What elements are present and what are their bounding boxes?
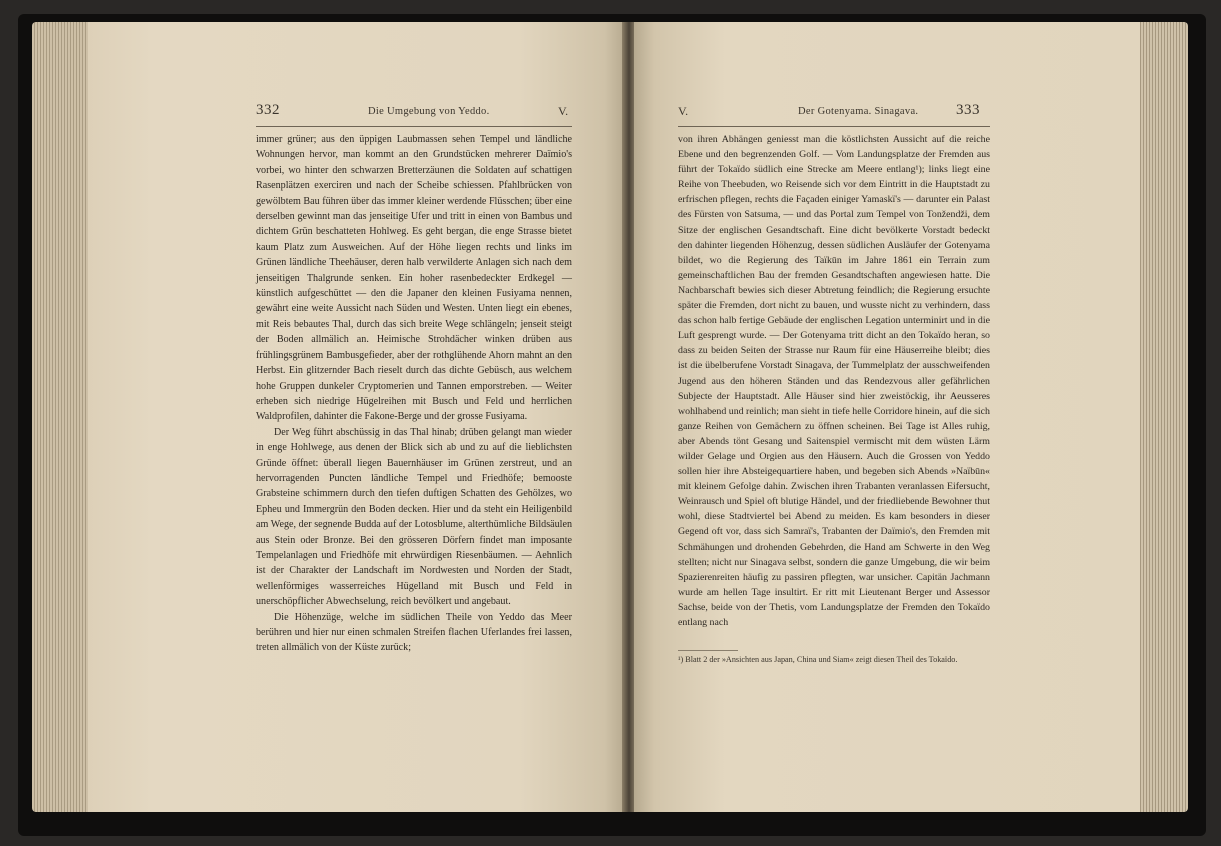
right-body	[678, 132, 990, 630]
paragraph: immer grüner; aus den üppigen Laubmassen sehen Tempel und ländliche Wohnungen hervor, man kommt an den Grundstücken mehrerer Daïmio's vorbei, wo hinter den schwarzen Bretterzäunen die Soldaten auf schattigen Rasenplätzen exerciren und nach der Scheibe schiessen. Pfahlbrücken von gewölbtem Bau führen über das immer kleiner werdende Flüsschen; über eine derselben gewinnt man das jenseitige Ufer und tritt in einen von Bambus und dichtem Grün beschatteten Hohlweg. Es geht bergan, die enge Strasse bietet kaum Platz zum Ausweichen. Auf der Höhe liegen rechts und links im Grünen ländliche Theehäuser, deren halb verwilderte Anlagen sich nach dem jenseitigen Thalgrunde senken. Ein hoher rasenbedeckter Erdkegel — künstlich aufgeschüttet — den die Japaner den kleinen Fusiyama nennen, gewährt eine weite Aussicht nach Süden und Westen. Unten liegt ein ebenes, mit Reis bebautes Thal, durch das sich breite Wege schlängeln; jenseit steigt der Boden allmälich an. Heimische Strohdächer winken drüben aus frühlingsgrünem Bambusgefieder, aber der rothglühende Ahorn mahnt an den Herbst. Ein glitzernder Bach rieselt durch das dichte Gebüsch, aus welchem hohe Gruppen dunkeler Cryptomerien und Tannen emporstreben. — Weiter erheben sich niedrige Hügelreihen mit Busch und Feld und herrlichen Waldprofilen, dahinter die Fakone-Berge und der grosse Fusiyama.	[256, 134, 572, 423]
left-section-number: V.	[558, 104, 569, 118]
left-running-title: Die Umgebung von Yeddo.	[368, 106, 490, 117]
right-header-rule	[678, 126, 990, 127]
left-body	[256, 132, 572, 656]
right-running-head	[678, 102, 990, 124]
paragraph: Die Höhenzüge, welche im südlichen Theile von Yeddo das Meer berühren und hier nur einen schmalen Streifen flachen Uferlandes frei lassen, treten allmälich von der Küste zurück;	[256, 611, 572, 654]
left-header-rule	[256, 126, 572, 127]
right-running-title: Der Gotenyama. Sinagava.	[798, 106, 919, 117]
left-page	[88, 22, 626, 812]
right-page-edges	[1138, 22, 1188, 812]
footnote: ¹) Blatt 2 der »Ansichten aus Japan, China und Siam« zeigt diesen Theil des Tokaïdo.	[678, 655, 958, 664]
paragraph: von ihren Abhängen geniesst man die köstlichsten Aussicht auf die reiche Ebene und den begrenzenden Golf. — Vom Landungsplatze der Fremden aus führt der Tokaïdo südlich eine Strecke am Meere entlang¹); links liegt eine Reihe von Theebuden, wo Reisende sich vor dem Eintritt in die Hauptstadt zu erfrischen pflegen, rechts die Façaden einiger Yamaskï's — darunter ein Palast des Fürsten von Satsuma, — und das Portal zum Tempel von Tonžendži, dem Sitze der englischen Gesandtschaft. Eine dicht bevölkerte Vorstadt bedeckt den dahinter liegenden Höhenzug, dessen südlichen Ausläufer der Gotenyama bildet, wo die Regierung des Taïkūn im Jahre 1861 ein Terrain zum gemeinschaftlichen Bau der fremden Gesandtschaften angewiesen hatte. Die Nachbarschaft bewies sich dieser Abtretung feindlich; die Regierung ersuchte später die Fremden, dort nicht zu bauen, und wusste nicht zu verhindern, dass das schon halb fertige Gebäude der englischen Legation unterminirt und in die Luft gesprengt wurde. — Der Gotenyama tritt dicht an den Tokaïdo heran, so dass zu beiden Seiten der Strasse nur Raum für eine Häuserreihe bleibt; dies ist die übelberufene Vorstadt Sinagava, der Tummelplatz der ausschweifenden Jugend aus den höheren Ständen und das Rendezvous aller gefährlichen Subjecte der Hauptstadt. Alle Häuser sind hier zweistöckig, ihr Aeusseres wohlhabend und reinlich; man sieht in tiefe helle Corridore hinein, auf die sich ganze Reihen von Gemächern zu öffnen scheinen. Bei Tage ist Alles ruhig, aber Abends tönt Gesang und Saitenspiel vermischt mit dem wüsten Lärm wilder Gelage und Orgien aus den Häusern. Auch die Grossen von Yeddo sollen hier ihre Absteigequartiere haben, und begeben sich Abends »Naïbūn« mit kleinem Gefolge dahin. Zwischen ihren Trabanten veranlassen Eifersucht, Weinrausch und Spiel oft blutige Händel, und der friedliebende Bewohner thut wohl, diese Stadtviertel bei Abend zu meiden. Es kam besonders in dieser Gegend oft vor, dass sich Samraï's, Trabanten der Daïmio's, den Fremden mit Schmähungen und drohenden Gebehrden, die Hand am Schwerte in den Weg stellten; nicht nur Sinagava selbst, sondern die ganze Umgebung, die wir beim Spazierenreiten häufig zu passiren pflegten, war unsicher. Capitän Jachmann wurde am hellen Tage insultirt. Er ritt mit Lieutenant Berger und Assessor Sachse, beide von der Thetis, vom Landungsplatze der Fremden den Tokaïdo entlang nach	[678, 134, 990, 628]
right-page-number: 333	[956, 102, 980, 118]
left-page-number: 332	[256, 102, 280, 118]
left-page-edges	[32, 22, 90, 812]
footnote-rule	[678, 650, 738, 651]
right-page	[634, 22, 1140, 812]
paragraph: Der Weg führt abschüssig in das Thal hinab; drüben gelangt man wieder in enge Hohlwege, aus denen der Blick sich ab und zu auf die lieblichsten Gründe öffnet: überall liegen Bauernhäuser im Grünen zerstreut, und an hervorragenden Puncten ländliche Tempel und Friedhöfe; bemooste Grabsteine schimmern durch den tiefen duftigen Schatten des Gehölzes, wo Epheu und Immergrün den Boden decken. Hier und da steht ein Heiligenbild am Wege, der segnende Budda auf der Lotosblume, alterthümliche Bildsäulen aus Stein oder Bronze. Bei den grösseren Dörfern findet man imposante Tempelanlagen und Friedhöfe mit ehrwürdigen Riesenbäumen. — Aehnlich ist der Charakter der Landschaft im Nordwesten und Norden der Stadt, wellenförmiges wasserreiches Hügelland mit Busch und Feld in unerschöpflicher Abwechselung, reich bevölkert und angebaut.	[256, 426, 572, 608]
left-running-head	[256, 102, 576, 124]
right-section-number: V.	[678, 104, 689, 118]
